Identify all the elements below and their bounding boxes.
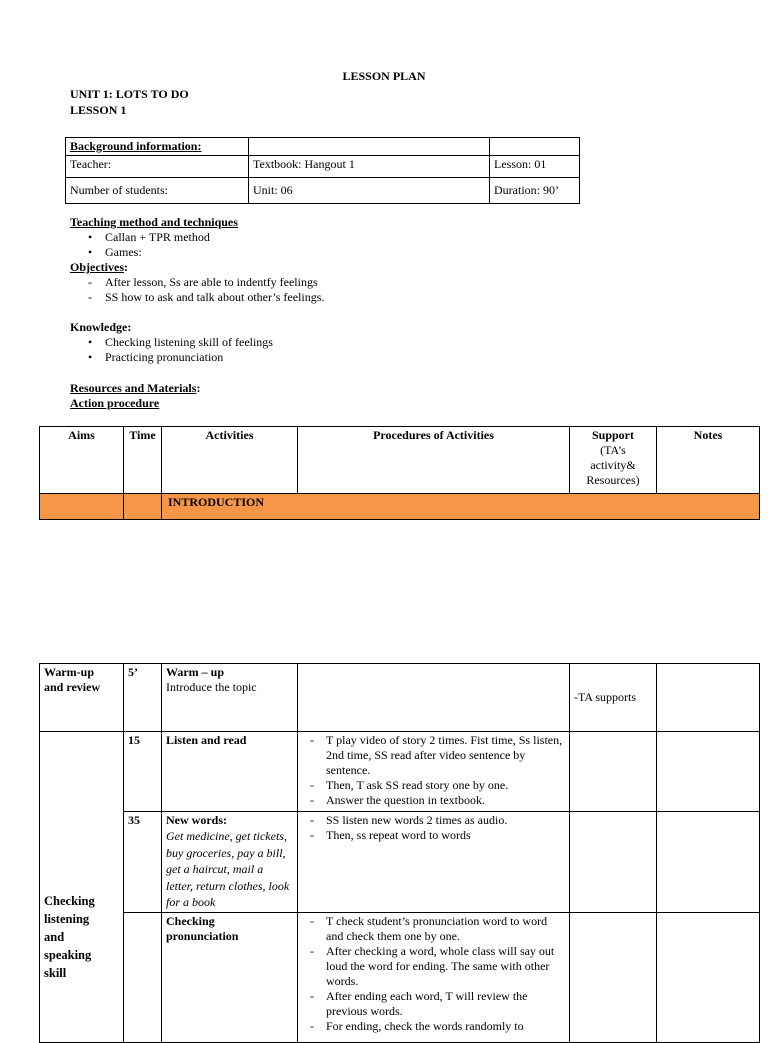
list-item: - T check student’s pronunciation word to word and check them one by one. — [302, 914, 565, 944]
objectives-colon: : — [123, 260, 128, 274]
aims-line: Checking — [44, 893, 95, 908]
support-cell — [570, 812, 657, 913]
aims-line: skill — [44, 965, 67, 980]
list-item: - SS listen new words 2 times as audio. — [302, 813, 565, 828]
activity-desc: Introduce the topic — [166, 680, 257, 694]
list-item: - After ending each word, T will review the previous words. — [302, 989, 565, 1019]
activity-title: Warm – up — [166, 665, 225, 679]
table-row — [40, 664, 760, 732]
new-words-list: Get medicine, get tickets, buy groceries, pay a bill, get a haircut, mail a letter, return clothes, look for a book — [166, 829, 290, 909]
list-item: - Then, ss repeat word to words — [302, 828, 565, 843]
intro-time-cell — [124, 494, 162, 520]
support-header-line: activity& — [590, 458, 636, 472]
background-info-table — [65, 137, 580, 204]
support-header-line: Resources) — [586, 473, 640, 487]
aims-header: Aims — [40, 427, 124, 494]
method-heading: Teaching method and techniques — [70, 215, 238, 229]
objectives-heading: Objectives — [70, 260, 124, 274]
procedure-cell — [298, 812, 570, 913]
background-heading: Background information: — [66, 138, 249, 156]
procedure-table-body — [39, 663, 760, 1043]
time-header: Time — [124, 427, 162, 494]
knowledge-list — [70, 335, 470, 365]
activity-title: Listen and read — [162, 732, 298, 812]
aims-cell — [40, 732, 124, 1043]
resources-heading: Resources and Materials — [70, 381, 197, 395]
activity-cell — [162, 812, 298, 913]
activities-header: Activities — [162, 427, 298, 494]
table-row — [40, 913, 760, 1043]
time-cell: 35 — [124, 812, 162, 913]
table-row — [40, 732, 760, 812]
method-list — [70, 230, 470, 260]
aims-line: Warm-up — [44, 665, 95, 679]
procedure-table-header — [39, 426, 760, 520]
list-item: - After checking a word, whole class will say out loud the word for ending. The same with other words. — [302, 944, 565, 989]
notes-cell — [657, 732, 760, 812]
list-item: - For ending, check the words randomly to — [302, 1019, 565, 1034]
resources-heading-wrap — [70, 381, 200, 396]
aims-line: listening — [44, 911, 90, 926]
lesson-number: Lesson: 01 — [490, 156, 580, 178]
procedure-list — [302, 733, 565, 808]
support-header-line: (TA’s — [600, 443, 626, 457]
unit-number: Unit: 06 — [249, 178, 490, 204]
list-item: - Answer the question in textbook. — [302, 793, 565, 808]
intro-section-label: INTRODUCTION — [162, 494, 760, 520]
aims-line: and review — [44, 680, 101, 694]
procedure-cell — [298, 664, 570, 732]
procedures-header: Procedures of Activities — [298, 427, 570, 494]
procedure-cell — [298, 913, 570, 1043]
aims-cell — [40, 664, 124, 732]
support-cell — [570, 913, 657, 1043]
page-title: LESSON PLAN — [342, 69, 426, 83]
students-label: Number of students: — [66, 178, 249, 204]
procedure-list — [302, 813, 565, 843]
list-item: - After lesson, Ss are able to indentfy feelings — [70, 275, 570, 290]
activity-title: Checking — [166, 914, 215, 928]
list-item: - T play video of story 2 times. Fist time, Ss listen, 2nd time, SS read after video sentence by sentence. — [302, 733, 565, 778]
lesson-title: LESSON 1 — [70, 103, 127, 117]
procedure-cell — [298, 732, 570, 812]
support-cell: -TA supports — [570, 664, 657, 732]
time-cell — [124, 913, 162, 1043]
intro-aims-cell — [40, 494, 124, 520]
notes-cell — [657, 664, 760, 732]
support-header — [570, 427, 657, 494]
unit-title: UNIT 1: LOTS TO DO — [70, 87, 189, 101]
notes-header: Notes — [657, 427, 760, 494]
list-item: • Practicing pronunciation — [70, 350, 470, 365]
empty-cell — [249, 138, 490, 156]
notes-cell — [657, 913, 760, 1043]
action-heading: Action procedure — [70, 396, 160, 410]
aims-line: and — [44, 929, 65, 944]
time-cell: 5’ — [124, 664, 162, 732]
list-item: - Then, T ask SS read story one by one. — [302, 778, 565, 793]
textbook-value: Textbook: Hangout 1 — [249, 156, 490, 178]
activity-cell — [162, 664, 298, 732]
activity-title: New words: — [166, 813, 227, 827]
resources-colon: : — [196, 381, 201, 395]
notes-cell — [657, 812, 760, 913]
list-item: • Games: — [70, 245, 470, 260]
support-cell — [570, 732, 657, 812]
duration-value: Duration: 90’ — [490, 178, 580, 204]
time-cell: 15 — [124, 732, 162, 812]
objectives-heading-wrap — [70, 260, 128, 275]
empty-cell — [490, 138, 580, 156]
support-header-title: Support — [591, 428, 635, 442]
table-row — [40, 812, 760, 913]
knowledge-heading: Knowledge: — [70, 320, 132, 334]
list-item: - SS how to ask and talk about other’s feelings. — [70, 290, 570, 305]
objectives-list — [70, 275, 570, 305]
activity-cell — [162, 913, 298, 1043]
aims-line: speaking — [44, 947, 92, 962]
activity-title: pronunciation — [166, 929, 239, 943]
procedure-list — [302, 914, 565, 1034]
list-item: • Checking listening skill of feelings — [70, 335, 470, 350]
teacher-label: Teacher: — [66, 156, 249, 178]
list-item: • Callan + TPR method — [70, 230, 470, 245]
